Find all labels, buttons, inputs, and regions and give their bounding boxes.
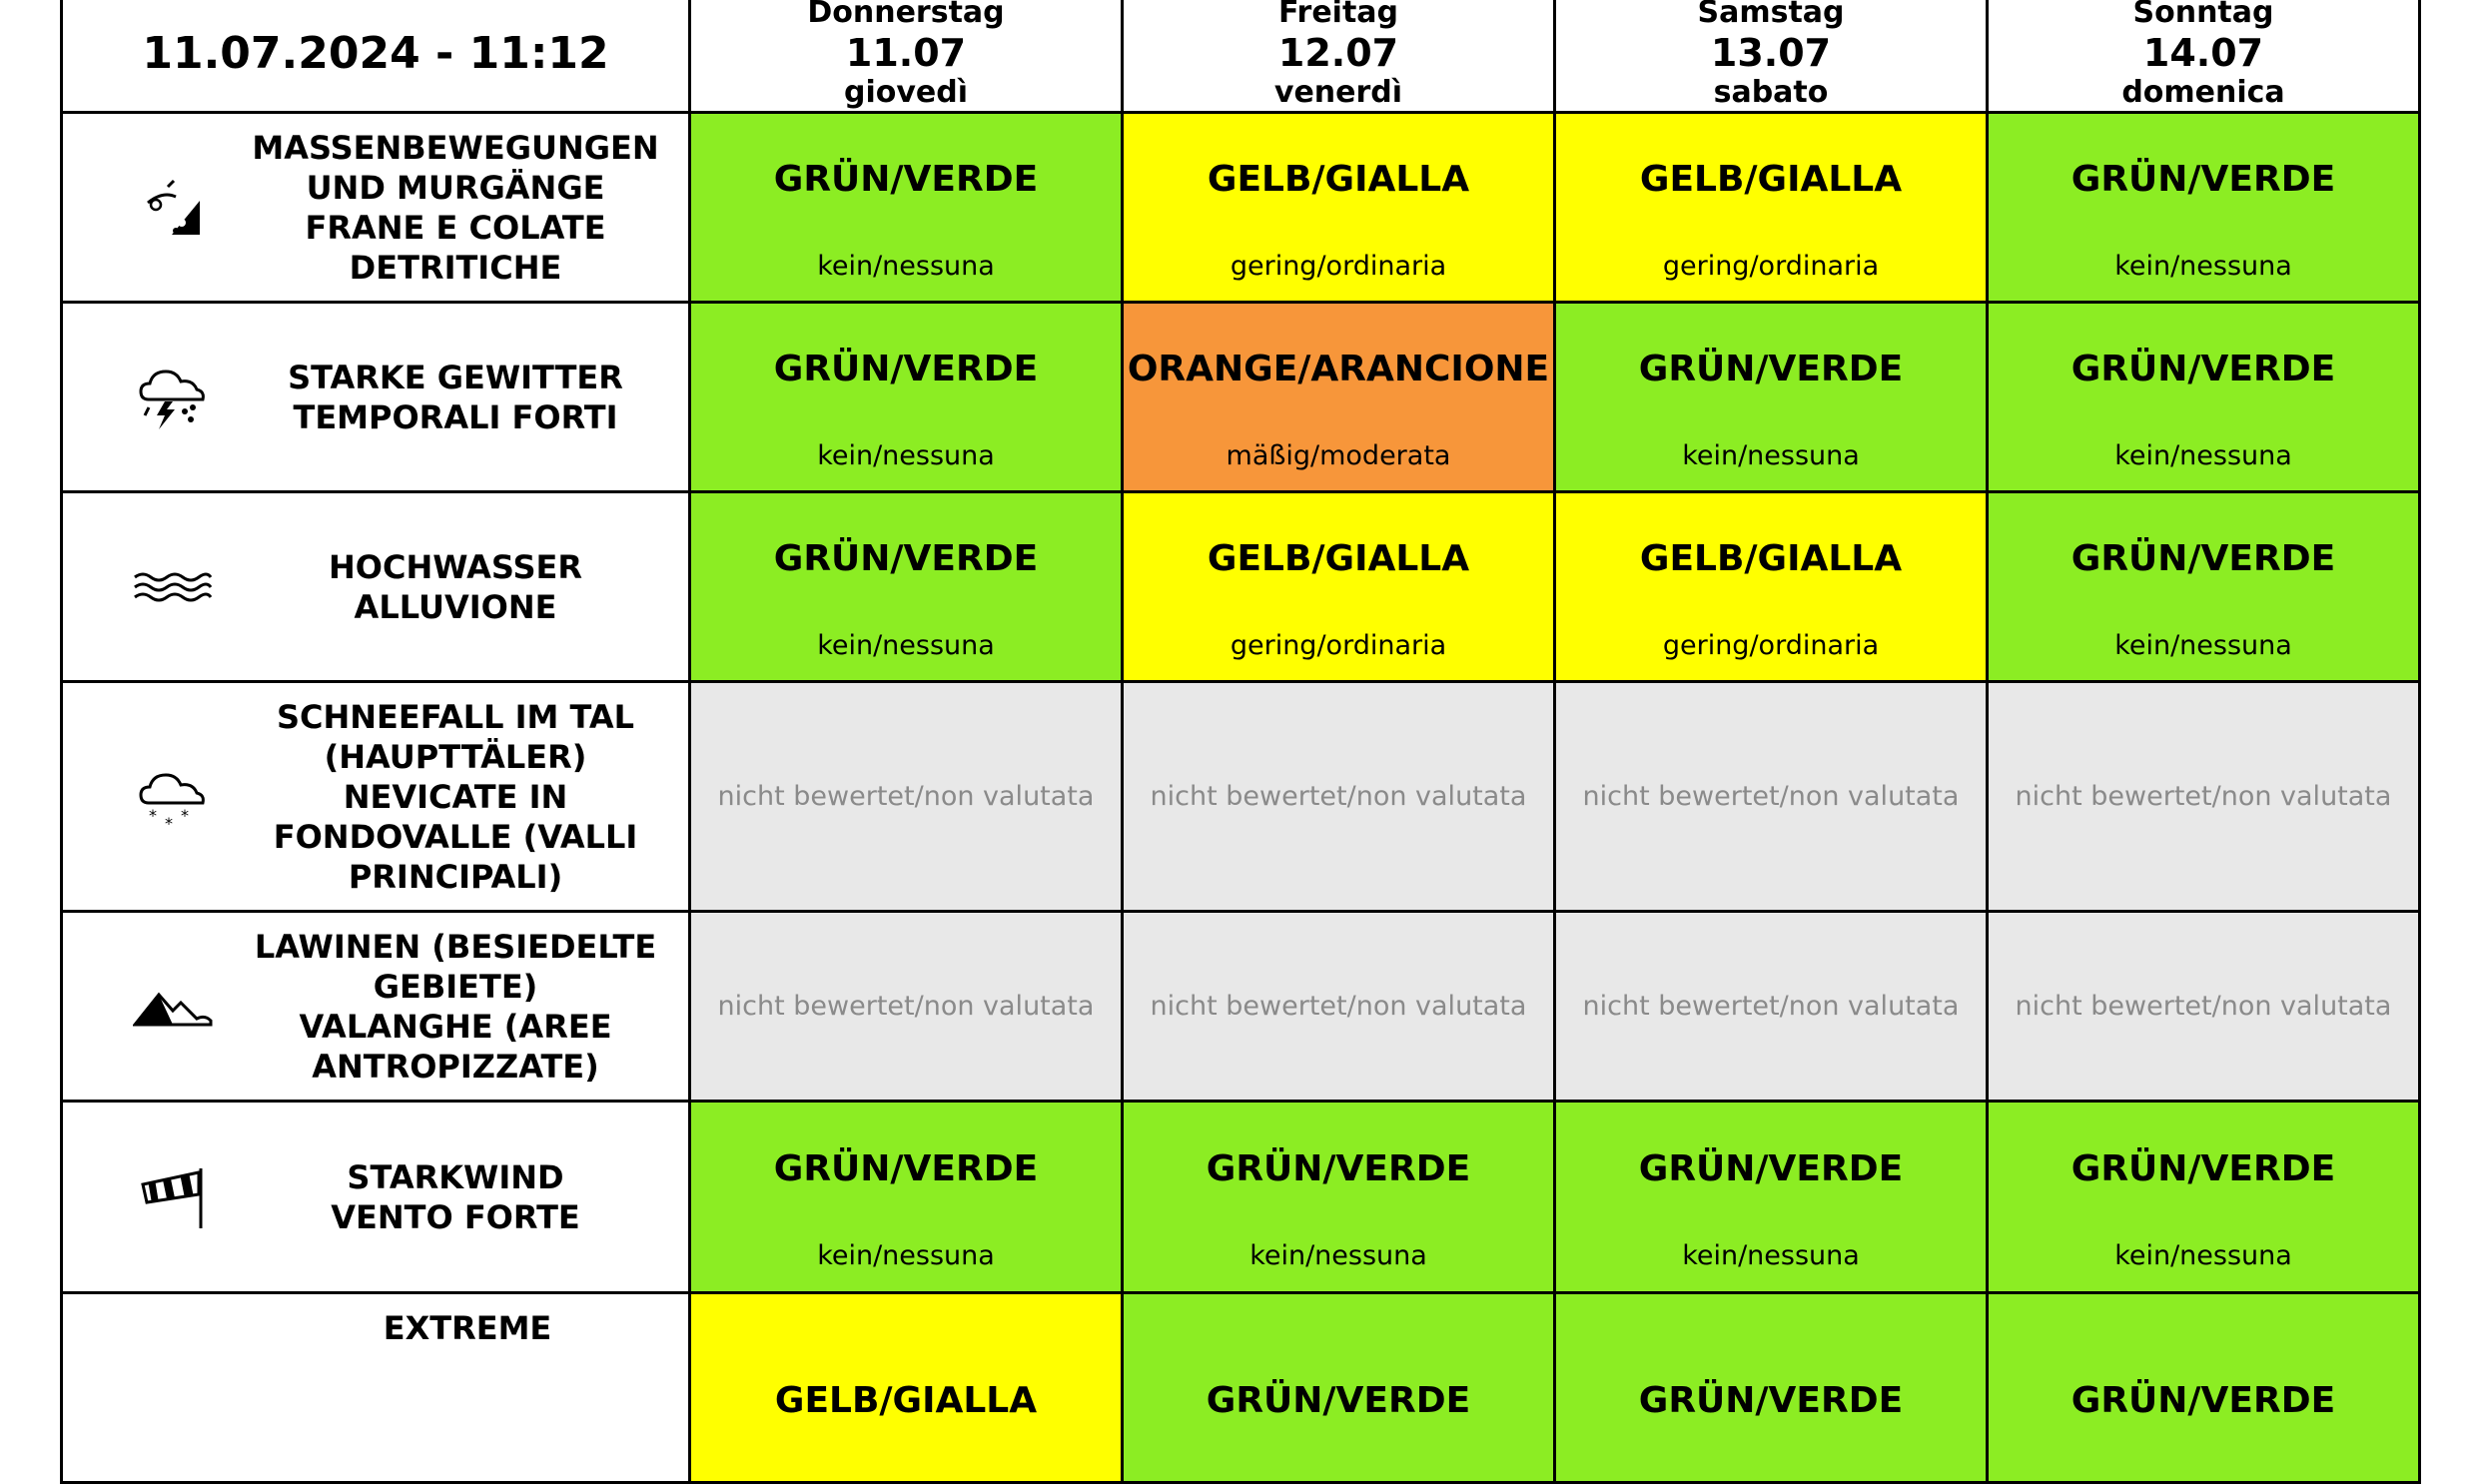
weekday-it: giovedì (843, 75, 969, 110)
warning-description: gering/ordinaria (1230, 250, 1447, 282)
warning-level: GRÜN/VERDE (2070, 158, 2336, 200)
hazard-row-extreme (62, 1293, 2420, 1483)
warning-description: kein/nessuna (2114, 250, 2292, 282)
warning-cell (1123, 1293, 1555, 1483)
hazard-row-flood (62, 492, 2420, 682)
warning-level: GRÜN/VERDE (1206, 1379, 1471, 1421)
warning-cell (1988, 1293, 2420, 1483)
warning-cell (1555, 113, 1988, 303)
warning-cell (1555, 912, 1988, 1102)
warning-level: GRÜN/VERDE (2070, 1147, 2336, 1189)
hazard-row-avalanches (62, 912, 2420, 1102)
weekday-de: Samstag (1697, 0, 1845, 30)
day-date: 14.07 (2142, 31, 2264, 75)
warning-description: nicht bewertet/non valutata (1582, 780, 1960, 812)
hazard-label-line: STARKWIND (347, 1157, 564, 1196)
day-date: 12.07 (1277, 31, 1399, 75)
warning-cell (690, 492, 1123, 682)
warning-cell (1988, 113, 2420, 303)
warning-cell (1555, 303, 1988, 492)
hazard-label-line: FONDOVALLE (VALLI (273, 817, 638, 856)
svg-text:*: * (181, 805, 189, 825)
day-header-1 (1123, 0, 1555, 113)
hazard-label-cell (62, 303, 690, 492)
warning-cell (1555, 1102, 1988, 1293)
hazard-label-line: TEMPORALI FORTI (293, 397, 618, 436)
warning-level: GRÜN/VERDE (773, 537, 1039, 579)
svg-text:*: * (149, 805, 157, 825)
hazard-label-line: (HAUPTTÄLER) (324, 737, 587, 776)
hazard-label-line: ANTROPIZZATE) (312, 1047, 599, 1086)
warning-cell (690, 682, 1123, 912)
hazard-label-line: STARKE GEWITTER (288, 358, 623, 396)
hazard-label-line: NEVICATE IN (343, 777, 568, 816)
svg-text:*: * (165, 813, 173, 833)
warning-description: kein/nessuna (1249, 1239, 1427, 1271)
warning-cell (1123, 682, 1555, 912)
day-date: 13.07 (1710, 31, 1832, 75)
warning-description: kein/nessuna (1682, 439, 1860, 471)
hazard-label-line: DETRITICHE (349, 248, 562, 287)
hazard-label (223, 697, 688, 897)
hazard-label-cell (62, 912, 690, 1102)
hazard-label-cell (62, 113, 690, 303)
warning-level: GELB/GIALLA (1639, 537, 1903, 579)
hazard-label-cell (62, 1293, 690, 1483)
warning-description: nicht bewertet/non valutata (2015, 990, 2392, 1022)
warning-description: nicht bewertet/non valutata (717, 780, 1095, 812)
hazard-label-line: PRINCIPALI) (348, 857, 563, 896)
warning-description: kein/nessuna (1682, 1239, 1860, 1271)
warning-cell (1988, 1102, 2420, 1293)
day-date: 11.07 (845, 31, 967, 75)
hazard-label-line: LAWINEN (BESIEDELTE (254, 927, 657, 966)
warning-cell (1555, 682, 1988, 912)
warning-table (60, 0, 2421, 1484)
warning-description: kein/nessuna (2114, 1239, 2292, 1271)
hazard-label-line: HOCHWASSER (328, 547, 583, 586)
hazard-label (223, 128, 688, 288)
hazard-label-cell (62, 682, 690, 912)
hazard-label-line: FRANE E COLATE (305, 208, 606, 247)
warning-cell (690, 303, 1123, 492)
warning-cell (1988, 303, 2420, 492)
warning-level: GRÜN/VERDE (2070, 348, 2336, 389)
hazard-row-snowfall (62, 682, 2420, 912)
day-header-2 (1555, 0, 1988, 113)
hazard-row-thunderstorms (62, 303, 2420, 492)
hazard-label-cell (62, 1102, 690, 1293)
weekday-de: Sonntag (2132, 0, 2274, 30)
issue-datetime (62, 0, 690, 113)
warning-description: kein/nessuna (2114, 629, 2292, 661)
warning-description: nicht bewertet/non valutata (1150, 990, 1527, 1022)
issue-datetime-text: 11.07.2024 - 11:12 (142, 27, 609, 79)
hazard-label-cell (62, 492, 690, 682)
hazard-label-line: VALANGHE (AREE (299, 1007, 612, 1046)
weekday-de: Freitag (1277, 0, 1399, 30)
warning-description: kein/nessuna (817, 439, 995, 471)
hazard-label (223, 358, 688, 437)
warning-level: GRÜN/VERDE (1638, 1147, 1904, 1189)
weekday-it: sabato (1713, 75, 1829, 110)
hazard-row-landslides (62, 113, 2420, 303)
thunderstorm-icon (123, 360, 223, 435)
warning-description: nicht bewertet/non valutata (1150, 780, 1527, 812)
warning-cell (1555, 1293, 1988, 1483)
warning-cell (690, 113, 1123, 303)
warning-description: kein/nessuna (2114, 439, 2292, 471)
day-header-3 (1988, 0, 2420, 113)
warning-level: GRÜN/VERDE (773, 1147, 1039, 1189)
hazard-row-strong-wind (62, 1102, 2420, 1293)
warning-level: GELB/GIALLA (1639, 158, 1903, 200)
hazard-label (223, 547, 688, 627)
hazard-label-line: SCHNEEFALL IM TAL (276, 697, 635, 736)
snow-cloud-icon (123, 759, 223, 835)
hazard-label (63, 1294, 688, 1348)
warning-cell (1555, 492, 1988, 682)
warning-cell (690, 912, 1123, 1102)
warning-level: GELB/GIALLA (1207, 537, 1470, 579)
warning-description: nicht bewertet/non valutata (2015, 780, 2392, 812)
hazard-label (223, 1157, 688, 1237)
avalanche-mountain-icon (123, 985, 223, 1029)
warning-description: kein/nessuna (817, 629, 995, 661)
hazard-label-line: MASSENBEWEGUNGEN (252, 128, 659, 167)
hazard-label-line: EXTREME (383, 1309, 552, 1347)
warning-level: GRÜN/VERDE (1206, 1147, 1471, 1189)
warning-level: GRÜN/VERDE (773, 158, 1039, 200)
hazard-label-line: GEBIETE) (373, 967, 538, 1006)
header-row (62, 0, 2420, 113)
warning-level: GRÜN/VERDE (773, 348, 1039, 389)
hazard-label-line: ALLUVIONE (354, 587, 557, 626)
windsock-icon (123, 1162, 223, 1232)
flood-waves-icon (123, 567, 223, 607)
warning-level: GELB/GIALLA (1207, 158, 1470, 200)
hazard-label-line: UND MURGÄNGE (306, 168, 605, 207)
warning-level: GRÜN/VERDE (1638, 1379, 1904, 1421)
warning-cell (690, 1102, 1123, 1293)
warning-cell (1988, 682, 2420, 912)
warning-description: nicht bewertet/non valutata (1582, 990, 1960, 1022)
warning-cell (1123, 113, 1555, 303)
weekday-it: domenica (2121, 75, 2285, 110)
warning-description: kein/nessuna (817, 1239, 995, 1271)
warning-level: GRÜN/VERDE (1638, 348, 1904, 389)
weekday-it: venerdì (1273, 75, 1403, 110)
hazard-label-line: VENTO FORTE (331, 1197, 580, 1236)
warning-cell (1988, 912, 2420, 1102)
warning-description: mäßig/moderata (1226, 439, 1451, 471)
warning-description: nicht bewertet/non valutata (717, 990, 1095, 1022)
warning-description: gering/ordinaria (1662, 629, 1880, 661)
warning-cell (1123, 303, 1555, 492)
warning-description: gering/ordinaria (1662, 250, 1880, 282)
weekday-de: Donnerstag (807, 0, 1005, 30)
warning-description: kein/nessuna (817, 250, 995, 282)
warning-cell (690, 1293, 1123, 1483)
day-header-0 (690, 0, 1123, 113)
warning-level: GRÜN/VERDE (2070, 1379, 2336, 1421)
warning-cell (1988, 492, 2420, 682)
hazard-label (223, 927, 688, 1087)
warning-cell (1123, 492, 1555, 682)
warning-description: gering/ordinaria (1230, 629, 1447, 661)
warning-level: GELB/GIALLA (774, 1379, 1038, 1421)
warning-level: ORANGE/ARANCIONE (1127, 348, 1550, 389)
landslide-icon (123, 173, 223, 243)
warning-level: GRÜN/VERDE (2070, 537, 2336, 579)
warning-cell (1123, 912, 1555, 1102)
warning-cell (1123, 1102, 1555, 1293)
